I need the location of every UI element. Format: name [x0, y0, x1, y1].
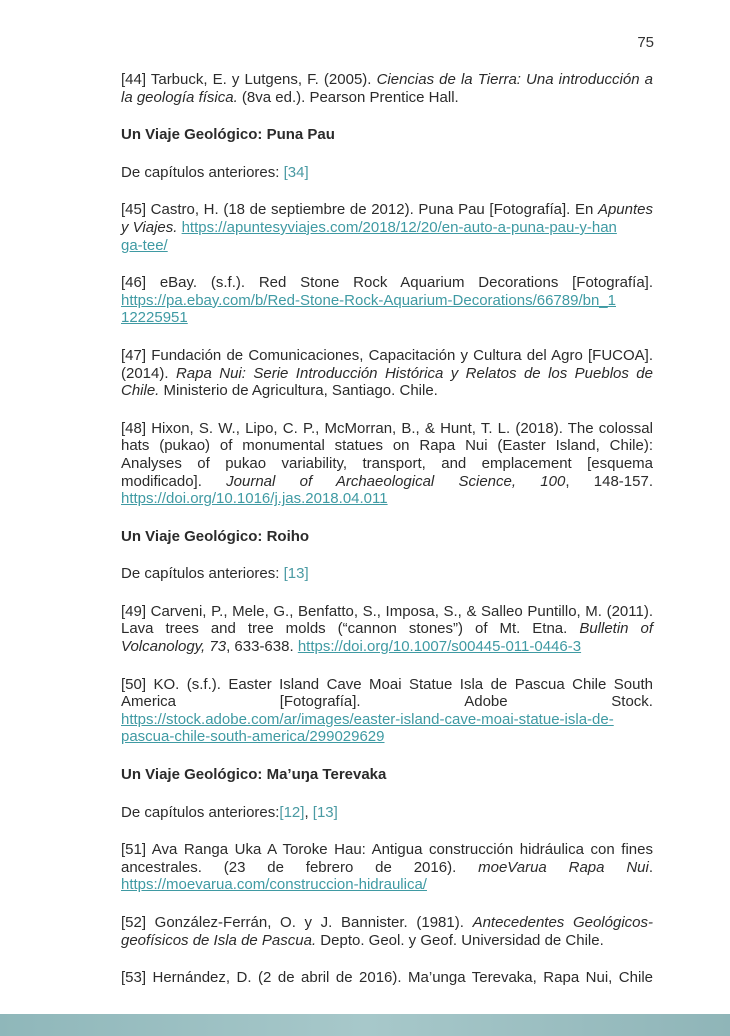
reference-51-url[interactable]: https://moevarua.com/construccion-hidraulica/	[121, 876, 427, 894]
reference-52-title: Antecedentes Geológicos-geofísicos de Isla de Pascua.	[121, 914, 653, 949]
reference-48-text: [48] Hixon, S. W., Lipo, C. P., McMorran, B., & Hunt, T. L. (2018). The colossal hats (pukao) of monumental statues on Rapa Nui (Easter Island, Chile): Analyses of pukao variability, transport, and emplacement [esquema modificado].	[121, 419, 653, 490]
reference-44-rest: (8va ed.). Pearson Prentice Hall.	[241, 88, 459, 106]
chapter-ref-link[interactable]: [12]	[279, 803, 305, 821]
reference-48	[121, 420, 653, 508]
reference-52-text: [52] González-Ferrán, O. y J. Bannister. (1981).	[121, 914, 464, 931]
section-heading-puna-pau: Un Viaje Geológico: Puna Pau	[121, 126, 335, 144]
reference-46	[121, 274, 653, 327]
reference-49	[121, 603, 653, 656]
page-number: 75	[637, 34, 654, 51]
reference-46-url[interactable]: https://pa.ebay.com/b/Red-Stone-Rock-Aquarium-Decorations/66789/bn_1 12225951	[121, 291, 616, 327]
reference-44-text: [44] Tarbuck, E. y Lutgens, F. (2005).	[121, 71, 372, 88]
reference-45	[121, 201, 653, 254]
reference-50	[121, 676, 653, 746]
reference-44-title: Ciencias de la Tierra: Una introducción a la geología física.	[121, 71, 653, 106]
reference-48-url[interactable]: https://doi.org/10.1016/j.jas.2018.04.011	[121, 490, 388, 508]
chapter-ref-link[interactable]: [13]	[312, 803, 338, 821]
reference-51-text: [51] Ava Ranga Uka A Toroke Hau: Antigua construcción hidráulica con fines ancestrales. (23 de febrero de 2016).	[121, 841, 653, 876]
chapter-ref-link[interactable]: [34]	[283, 163, 309, 181]
reference-52-rest: Depto. Geol. y Geof. Universidad de Chile.	[320, 931, 604, 949]
reference-51-title: moeVarua Rapa Nui	[478, 858, 649, 876]
previous-chapters-label: De capítulos anteriores:	[121, 803, 280, 821]
reference-45-url[interactable]: https://apuntesyviajes.com/2018/12/20/en-auto-a-puna-pau-y-han ga-tee/	[121, 218, 617, 254]
reference-53	[121, 969, 653, 987]
previous-chapters-label: De capítulos anteriores:	[121, 163, 280, 181]
reference-47	[121, 347, 653, 400]
reference-47-title: Rapa Nui: Serie Introducción Histórica y Relatos de los Pueblos de Chile.	[121, 364, 653, 400]
section-heading-maunga-terevaka: Un Viaje Geológico: Ma’uŋa Terevaka	[121, 766, 387, 784]
reference-52	[121, 914, 653, 949]
footer-band	[0, 1014, 730, 1036]
reference-48-journal: Journal of Archaeological Science, 100	[226, 472, 566, 490]
previous-chapters-roiho	[121, 565, 653, 583]
reference-46-text: [46] eBay. (s.f.). Red Stone Rock Aquarium Decorations [Fotografía].	[121, 274, 653, 292]
chapter-ref-link[interactable]: [13]	[283, 565, 309, 583]
reference-44	[121, 71, 653, 106]
reference-51: [51] Ava Ranga Uka A Toroke Hau: Antigua construcción hidráulica con fines ancestrales. (23 de febrero de 2016). moeVarua Rapa Nui. https://moevarua.com/construccion-hidraulica/	[121, 841, 653, 894]
previous-chapters-puna-pau	[121, 164, 653, 182]
reference-47-rest: Ministerio de Agricultura, Santiago. Chile.	[163, 382, 438, 400]
reference-49-pages: , 633-638.	[226, 638, 294, 656]
reference-45-text: [45] Castro, H. (18 de septiembre de 2012). Puna Pau [Fotografía]. En	[121, 201, 594, 219]
reference-47-text: [47] Fundación de Comunicaciones, Capacitación y Cultura del Agro [FUCOA]. (2014).	[121, 346, 653, 382]
reference-49-journal: Bulletin of Volcanology, 73	[121, 620, 653, 656]
reference-49-text: [49] Carveni, P., Mele, G., Benfatto, S., Imposa, S., & Salleo Puntillo, M. (2011). Lava trees and tree molds (“cannon stones”) of Mt. Etna.	[121, 602, 653, 638]
reference-list	[121, 71, 653, 1007]
reference-45-title: Apuntes y Viajes.	[121, 201, 653, 236]
section-heading-roiho: Un Viaje Geológico: Roiho	[121, 527, 310, 545]
previous-chapters-label: De capítulos anteriores:	[121, 565, 280, 583]
reference-48-pages: , 148-157.	[565, 472, 653, 490]
reference-50-line1: [50] KO. (s.f.). Easter Island Cave Moai Statue Isla de Pascua Chile South	[121, 675, 653, 693]
previous-chapters-maunga: De capítulos anteriores:[12], [13]	[121, 803, 338, 821]
reference-50-url[interactable]: https://stock.adobe.com/ar/images/easter-island-cave-moai-statue-isla-de- pascua-chile-south-america/299029629	[121, 710, 614, 746]
reference-50-line2: America [Fotografía]. Adobe Stock.	[121, 693, 653, 711]
reference-53-text: [53] Hernández, D. (2 de abril de 2016). Ma’unga Terevaka, Rapa Nui, Chile	[121, 969, 653, 987]
reference-49-url[interactable]: https://doi.org/10.1007/s00445-011-0446-3	[297, 638, 582, 656]
